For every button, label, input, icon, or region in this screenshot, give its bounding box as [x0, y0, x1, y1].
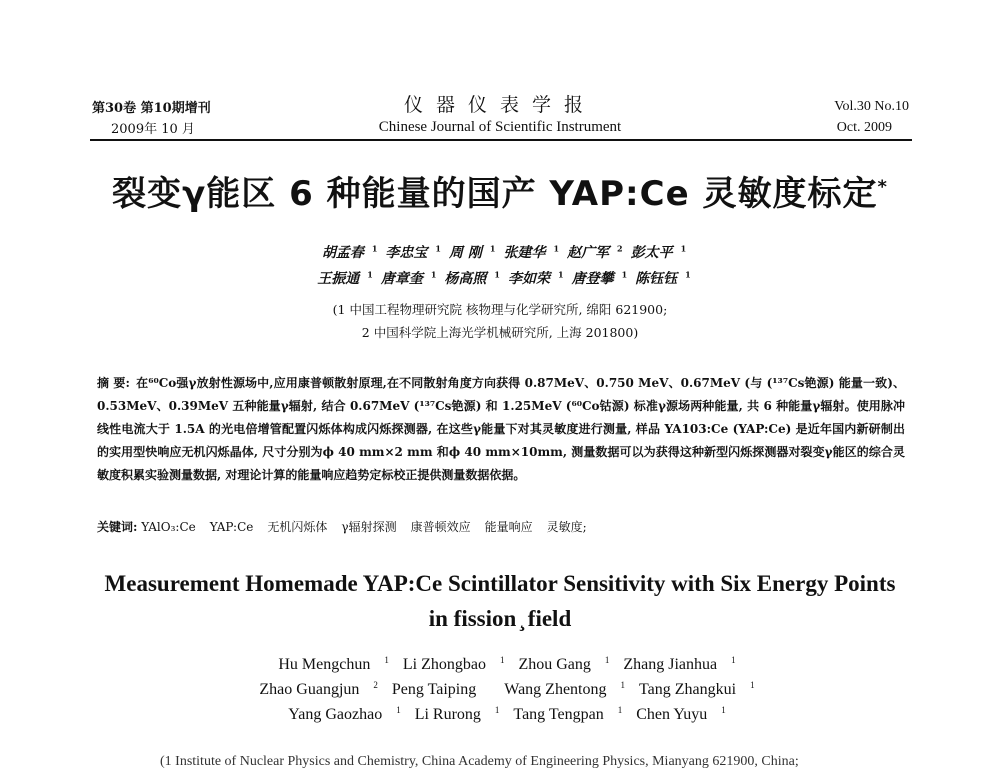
author-affiliation-mark: 1 [367, 269, 373, 280]
paper-title-cn [0, 166, 1000, 215]
author-affiliation-mark: 1 [499, 655, 505, 665]
affiliation-cn-1: (1 中国工程物理研究院 核物理与化学研究所, 绵阳 621900; [332, 302, 668, 317]
affiliation-en-cropped [160, 748, 860, 769]
author-name: Li Zhongbao [402, 656, 486, 674]
author-affiliation-mark: 1 [731, 655, 736, 665]
author-name: 陈钰钰 [635, 271, 678, 287]
author-affiliation-mark: 2 [373, 680, 378, 690]
author-affiliation-mark: 1 [489, 243, 496, 254]
keyword: YAP:Ce [209, 520, 254, 534]
author-name: 胡孟春 [321, 245, 364, 261]
paper-title-en [60, 566, 940, 636]
authors-en-line-3 [0, 705, 1000, 724]
author-name: Wang Zhentong [504, 681, 607, 699]
paper-title-en-line-1: Measurement Homemade YAP:Ce Scintillator Sensitivity with Six Energy Points [104, 571, 896, 596]
date-en: Oct. 2009 [836, 120, 892, 135]
author-name: Tang Zhangkui [639, 681, 737, 699]
author-name: 王振通 [317, 271, 360, 287]
authors-cn-line-1 [0, 242, 1000, 262]
author-affiliation-mark: 2 [617, 243, 623, 254]
author-name: Hu Mengchun [278, 656, 371, 674]
authors-cn-line-2 [0, 268, 1000, 288]
date-cn: 2009年 10 月 [111, 122, 195, 137]
author-name: Tang Tengpan [513, 706, 604, 724]
author-name: 张建华 [503, 245, 546, 261]
author-affiliation-mark: 1 [494, 269, 500, 280]
author-name: 李忠宝 [385, 245, 428, 261]
author-affiliation-mark: 1 [371, 243, 378, 254]
author-name: Li Rurong [414, 706, 481, 724]
author-name: Zhang Jianhua [623, 656, 718, 674]
keyword: 无机闪烁体 [267, 520, 328, 534]
keyword: 能量响应 [484, 520, 533, 534]
author-affiliation-mark: 1 [553, 243, 560, 254]
author-name: 杨高照 [444, 271, 487, 287]
keyword: 康普顿效应 [410, 520, 471, 534]
author-affiliation-mark: 1 [620, 680, 625, 690]
abstract-text: 在⁶⁰Co强γ放射性源场中,应用康普顿散射原理,在不同散射角度方向获得 0.87MeV、0.750 MeV、0.67MeV (与 (¹³⁷Cs铯源) 能量一致)、0.53MeV、0.39MeV 五种能量γ辐射, 结合 0.67MeV (¹³⁷Cs铯源) 和 1.25MeV (⁶⁰Co钴源) 标准γ源场两种能量, 共 6 种能量γ辐射。使用脉冲线性电流大于 1.5A 的光电倍增管配置闪烁体构成闪烁探测器, 在这些γ能量下对其灵敏度进行测量, 样品 YA103:Ce (YAP:Ce) 是近年国内新研制出的实用型快响应无机闪烁晶体, 尺寸分别为ϕ 40 mm×2 mm 和ϕ 40 mm×10mm, 测量数据可以为获得这种新型闪烁探测器对裂变γ能区的综合灵敏度积累实验测量数据, 对理论计算的能量响应趋势定标校正提供测量数据依据。 [97, 376, 905, 482]
author-name: 唐登攀 [571, 271, 614, 287]
author-affiliation-mark: 1 [396, 705, 401, 715]
author-affiliation-mark: 1 [435, 243, 441, 254]
paper-title-cn-text: 裂变γ能区 6 种能量的国产 YAP:Ce 灵敏度标定 [112, 174, 878, 214]
author-affiliation-mark: 1 [384, 655, 389, 665]
author-affiliation-mark: 1 [558, 269, 564, 280]
author-affiliation-mark: 1 [680, 243, 687, 254]
keywords-list [141, 520, 600, 534]
authors-en-line-1 [0, 655, 1000, 674]
paper-title-en-line-2: in fission ̧ field [428, 606, 572, 631]
author-name: 李如荣 [508, 271, 550, 287]
abstract-label: 摘 要: [97, 376, 130, 390]
author-affiliation-mark: 1 [721, 705, 726, 715]
author-affiliation-mark: 1 [685, 269, 691, 280]
author-name: Yang Gaozhao [288, 706, 383, 724]
title-footnote-mark: * [877, 176, 888, 198]
author-name: Zhou Gang [518, 656, 591, 674]
author-affiliation-mark: 1 [430, 269, 437, 280]
keywords-label: 关键词: [97, 520, 138, 534]
keyword: 灵敏度; [546, 520, 587, 534]
authors-en-line-2 [0, 680, 1000, 699]
author-name: 彭太平 [630, 245, 673, 261]
affiliation-en-text: (1 Institute of Nuclear Physics and Chemistry, China Academy of Engineering Physics, Mianyang 621900, China; [160, 754, 799, 769]
author-affiliation-mark: 1 [750, 680, 755, 690]
journal-name-en: Chinese Journal of Scientific Instrument [378, 119, 622, 135]
header-rule [90, 139, 912, 141]
author-name: Chen Yuyu [636, 706, 708, 724]
author-affiliation-mark: 1 [617, 705, 623, 715]
keywords-cn [97, 518, 905, 535]
author-affiliation-mark: 1 [621, 269, 628, 280]
author-affiliation-mark: 1 [604, 655, 610, 665]
author-name: Peng Taiping [391, 681, 477, 699]
keyword: γ辐射探测 [341, 520, 397, 534]
author-name: 唐章奎 [380, 271, 423, 287]
author-name: Zhao Guangjun [259, 681, 360, 699]
affiliation-cn-2: 2 中国科学院上海光学机械研究所, 上海 201800) [361, 325, 639, 340]
author-name: 周 刚 [448, 245, 482, 261]
keyword: YAlO₃:Ce [141, 520, 196, 534]
author-affiliation-mark: 1 [494, 705, 500, 715]
abstract-cn [97, 372, 905, 487]
author-name: 赵广军 [567, 245, 610, 261]
journal-name-cn: 仪器仪表学报 [403, 94, 596, 116]
volume-issue-cn: 第30卷 第10期增刊 [92, 101, 211, 116]
volume-issue-en: Vol.30 No.10 [834, 99, 909, 114]
